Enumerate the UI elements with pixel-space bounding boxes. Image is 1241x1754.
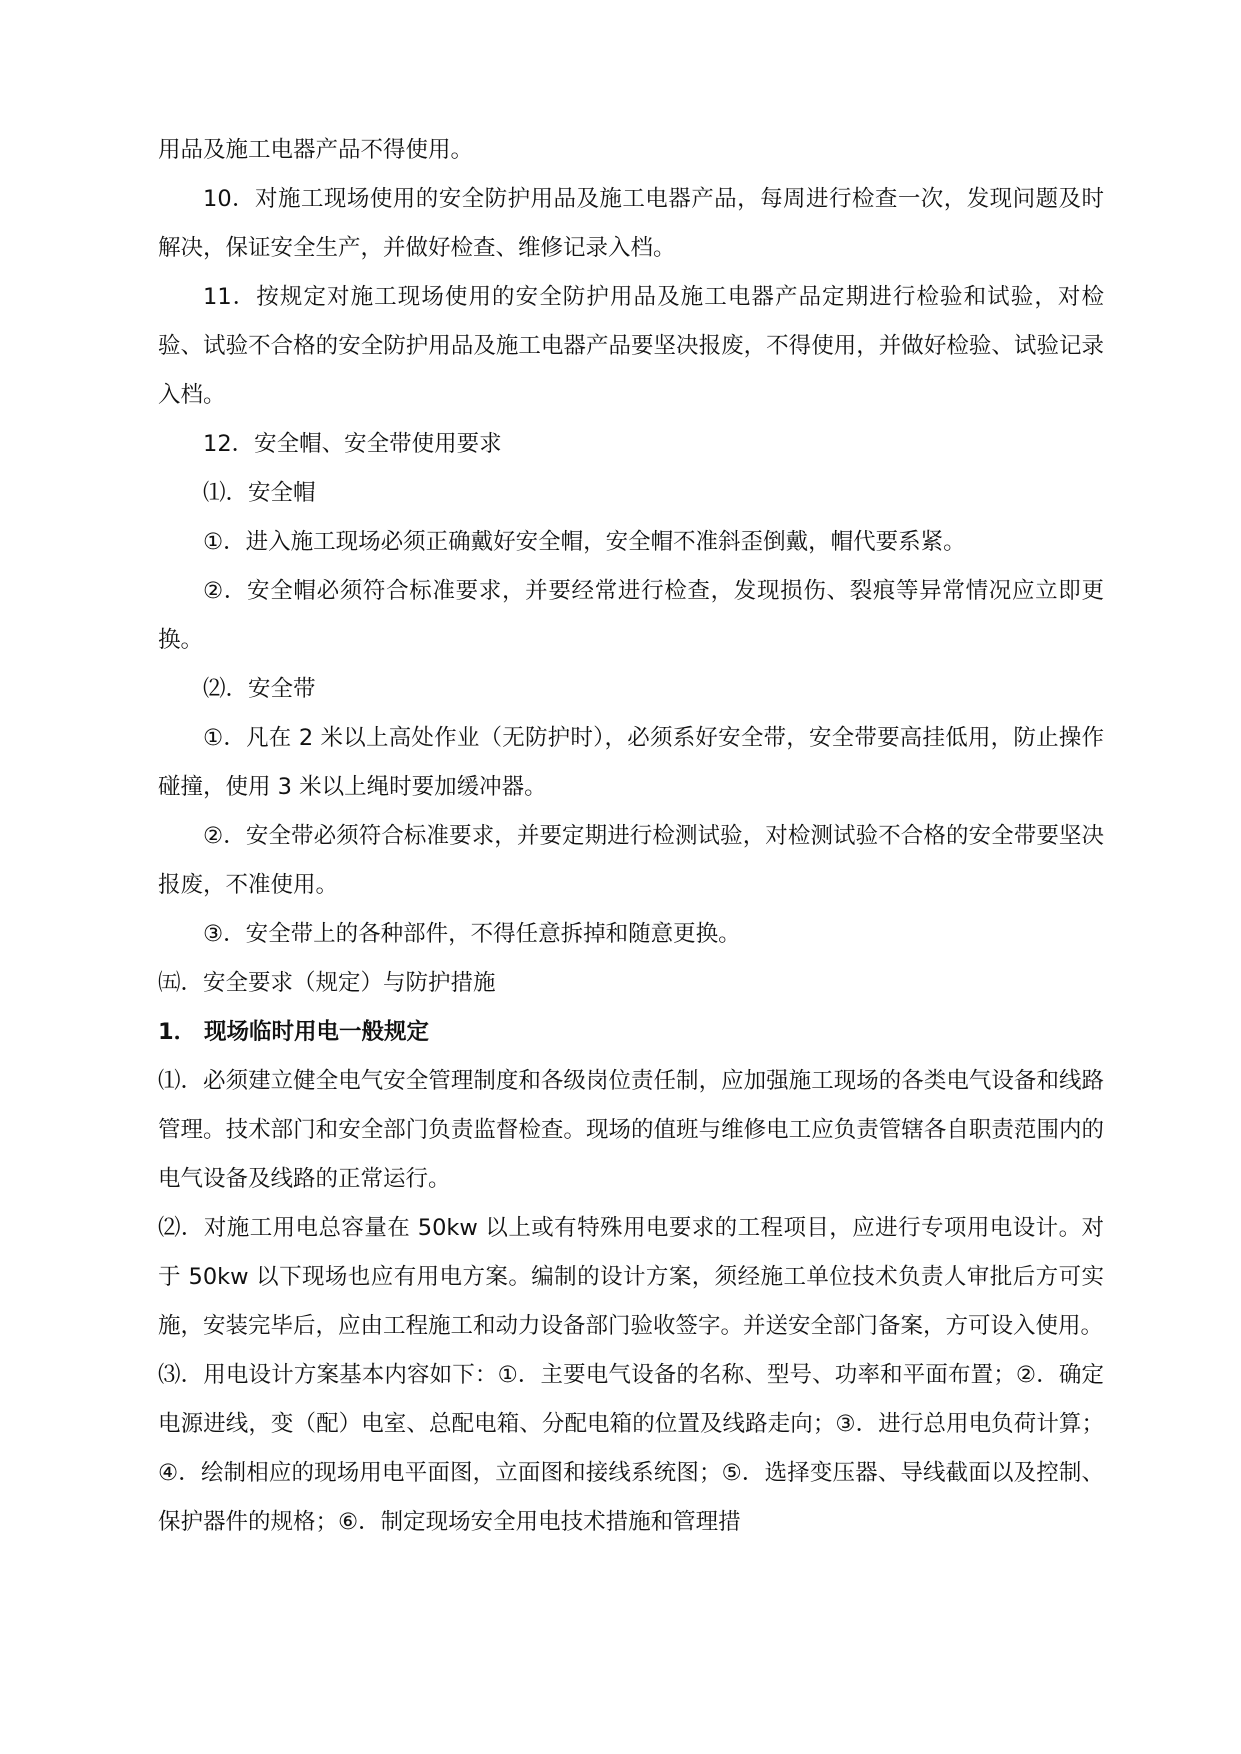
- paragraph: ②．安全带必须符合标准要求，并要定期进行检测试验，对检测试验不合格的安全带要坚决报废，不准使用。: [158, 823, 1104, 898]
- subsection-heading: 1． 现场临时用电一般规定: [158, 1019, 429, 1045]
- section-heading: ㈤．安全要求（规定）与防护措施: [158, 970, 496, 996]
- paragraph: 12．安全帽、安全带使用要求: [203, 431, 502, 457]
- paragraph: 用品及施工电器产品不得使用。: [158, 137, 474, 163]
- paragraph: ①．进入施工现场必须正确戴好安全帽，安全帽不准斜歪倒戴，帽代要系紧。: [203, 529, 966, 555]
- paragraph: ⑵．安全带: [203, 676, 316, 702]
- paragraph: ⑴．安全帽: [203, 480, 316, 506]
- paragraph: 11．按规定对施工现场使用的安全防护用品及施工电器产品定期进行检验和试验，对检验、试验不合格的安全防护用品及施工电器产品要坚决报废，不得使用，并做好检验、试验记录入档。: [158, 284, 1104, 408]
- paragraph: ⑵．对施工用电总容量在 50kw 以上或有特殊用电要求的工程项目，应进行专项用电设计。对于 50kw 以下现场也应有用电方案。编制的设计方案，须经施工单位技术负责人审批后方可实施，安装完毕后，应由工程施工和动力设备部门验收签字。并送安全部门备案，方可设入使用。: [158, 1215, 1104, 1339]
- paragraph: ⑴．必须建立健全电气安全管理制度和各级岗位责任制，应加强施工现场的各类电气设备和线路管理。技术部门和安全部门负责监督检查。现场的值班与维修电工应负责管辖各自职责范围内的电气设备及线路的正常运行。: [158, 1068, 1104, 1192]
- paragraph: ⑶．用电设计方案基本内容如下：①．主要电气设备的名称、型号、功率和平面布置；②．确定电源进线，变（配）电室、总配电箱、分配电箱的位置及线路走向；③．进行总用电负荷计算；④．绘制相应的现场用电平面图，立面图和接线系统图；⑤．选择变压器、导线截面以及控制、保护器件的规格；⑥．制定现场安全用电技术措施和管理措: [158, 1362, 1104, 1535]
- document-page: [158, 126, 1104, 1547]
- paragraph: ③．安全带上的各种部件，不得任意拆掉和随意更换。: [203, 921, 741, 947]
- paragraph: ②．安全帽必须符合标准要求，并要经常进行检查，发现损伤、裂痕等异常情况应立即更换。: [158, 578, 1104, 653]
- paragraph: 10．对施工现场使用的安全防护用品及施工电器产品，每周进行检查一次，发现问题及时解决，保证安全生产，并做好检查、维修记录入档。: [158, 186, 1104, 261]
- paragraph: ①．凡在 2 米以上高处作业（无防护时），必须系好安全带，安全带要高挂低用，防止操作碰撞，使用 3 米以上绳时要加缓冲器。: [158, 725, 1104, 800]
